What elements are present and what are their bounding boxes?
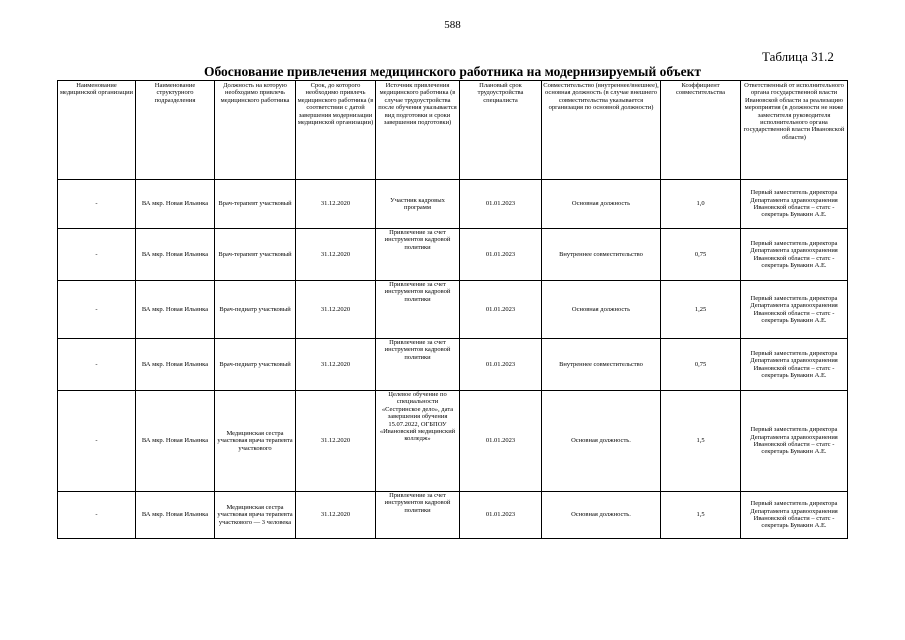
table-row — [58, 281, 848, 339]
table-header-row — [58, 81, 848, 180]
table-row — [58, 339, 848, 391]
table-row — [58, 180, 848, 229]
col-header-responsible: Ответственный от исполнительного органа государственной власти Ивановской области за реализацию мероприятия (в должности не ниже заместителя руководителя исполнительного органа государственной власти Ивановской области) — [741, 81, 848, 180]
cell-deadline: 31.12.2020 — [296, 229, 376, 281]
cell-subdivision: ВА мкр. Новая Ильинка — [136, 180, 215, 229]
cell-coefficient: 1,0 — [661, 180, 741, 229]
table-row — [58, 229, 848, 281]
cell-position: Медицинская сестра участковая врача терапевта участкового — 3 человека — [215, 492, 296, 539]
col-header-subdivision: Наименование структурного подразделения — [136, 81, 215, 180]
cell-position: Врач-терапевт участковый — [215, 180, 296, 229]
cell-source: Участник кадровых программ — [376, 180, 460, 229]
cell-position: Врач-педиатр участковый — [215, 339, 296, 391]
cell-organization: - — [58, 281, 136, 339]
cell-responsible: Первый заместитель директора Департамента здравоохранения Ивановской области – статс - секретарь Бувакин А.Е. — [741, 229, 848, 281]
col-header-position: Должность на которую необходимо привлечь медицинского работника — [215, 81, 296, 180]
cell-source: Целевое обучение по специальности «Сестринское дело», дата завершения обучения 15.07.2022, ОГБПОУ «Ивановский медицинский колледж» — [376, 391, 460, 492]
cell-coefficient: 1,5 — [661, 492, 741, 539]
page-number: 588 — [444, 19, 461, 31]
cell-planned-date: 01.01.2023 — [460, 229, 542, 281]
cell-subdivision: ВА мкр. Новая Ильинка — [136, 281, 215, 339]
cell-position: Врач-педиатр участковый — [215, 281, 296, 339]
cell-planned-date: 01.01.2023 — [460, 180, 542, 229]
cell-combination: Внутреннее совместительство — [542, 229, 661, 281]
cell-organization: - — [58, 180, 136, 229]
cell-coefficient: 1,25 — [661, 281, 741, 339]
cell-organization: - — [58, 492, 136, 539]
col-header-organization: Наименование медицинской организации — [58, 81, 136, 180]
cell-source: Привлечение за счет инструментов кадровой политики — [376, 339, 460, 391]
cell-responsible: Первый заместитель директора Департамента здравоохранения Ивановской области – статс - секретарь Бувакин А.Е. — [741, 180, 848, 229]
table-row — [58, 492, 848, 539]
staffing-table — [57, 80, 848, 539]
cell-subdivision: ВА мкр. Новая Ильинка — [136, 339, 215, 391]
cell-planned-date: 01.01.2023 — [460, 281, 542, 339]
cell-source: Привлечение за счет инструментов кадровой политики — [376, 229, 460, 281]
cell-combination: Основная должность — [542, 281, 661, 339]
cell-responsible: Первый заместитель директора Департамента здравоохранения Ивановской области – статс - секретарь Бувакин А.Е. — [741, 281, 848, 339]
col-header-deadline: Срок, до которого необходимо привлечь медицинского работника (в соответствии с датой завершения модернизации медицинской организации) — [296, 81, 376, 180]
cell-responsible: Первый заместитель директора Департамента здравоохранения Ивановской области – статс - секретарь Бувакин А.Е. — [741, 492, 848, 539]
cell-coefficient: 1,5 — [661, 391, 741, 492]
cell-position: Врач-терапевт участковый — [215, 229, 296, 281]
cell-combination: Внутреннее совместительство — [542, 339, 661, 391]
cell-subdivision: ВА мкр. Новая Ильинка — [136, 391, 215, 492]
cell-organization: - — [58, 391, 136, 492]
document-title: Обоснование привлечения медицинского работника на модернизируемый объект — [203, 64, 702, 79]
cell-coefficient: 0,75 — [661, 229, 741, 281]
cell-source: Привлечение за счет инструментов кадровой политики — [376, 281, 460, 339]
cell-subdivision: ВА мкр. Новая Ильинка — [136, 492, 215, 539]
cell-organization: - — [58, 229, 136, 281]
cell-deadline: 31.12.2020 — [296, 339, 376, 391]
col-header-coefficient: Коэффициент совместительства — [661, 81, 741, 180]
cell-responsible: Первый заместитель директора Департамента здравоохранения Ивановской области – статс - секретарь Бувакин А.Е. — [741, 339, 848, 391]
table-label: Таблица 31.2 — [762, 49, 834, 64]
cell-planned-date: 01.01.2023 — [460, 339, 542, 391]
cell-position: Медицинская сестра участковая врача терапевта участкового — [215, 391, 296, 492]
cell-organization: - — [58, 339, 136, 391]
cell-planned-date: 01.01.2023 — [460, 391, 542, 492]
cell-subdivision: ВА мкр. Новая Ильинка — [136, 229, 215, 281]
col-header-planned-date: Плановый срок трудоустройства специалиста — [460, 81, 542, 180]
col-header-source: Источник привлечения медицинского работника (в случае трудоустройства после обучения указывается вид подготовки и сроки завершения подготовки) — [376, 81, 460, 180]
cell-coefficient: 0,75 — [661, 339, 741, 391]
cell-combination: Основная должность. — [542, 391, 661, 492]
cell-combination: Основная должность. — [542, 492, 661, 539]
cell-combination: Основная должность — [542, 180, 661, 229]
col-header-combination: Совместительство (внутреннее/внешнее), основная должность (в случае внешнего совместительства указывается организация по основной должности) — [542, 81, 661, 180]
table-row — [58, 391, 848, 492]
cell-planned-date: 01.01.2023 — [460, 492, 542, 539]
cell-source: Привлечение за счет инструментов кадровой политики — [376, 492, 460, 539]
cell-deadline: 31.12.2020 — [296, 281, 376, 339]
cell-deadline: 31.12.2020 — [296, 492, 376, 539]
cell-deadline: 31.12.2020 — [296, 180, 376, 229]
cell-responsible: Первый заместитель директора Департамента здравоохранения Ивановской области – статс - секретарь Бувакин А.Е. — [741, 391, 848, 492]
cell-deadline: 31.12.2020 — [296, 391, 376, 492]
